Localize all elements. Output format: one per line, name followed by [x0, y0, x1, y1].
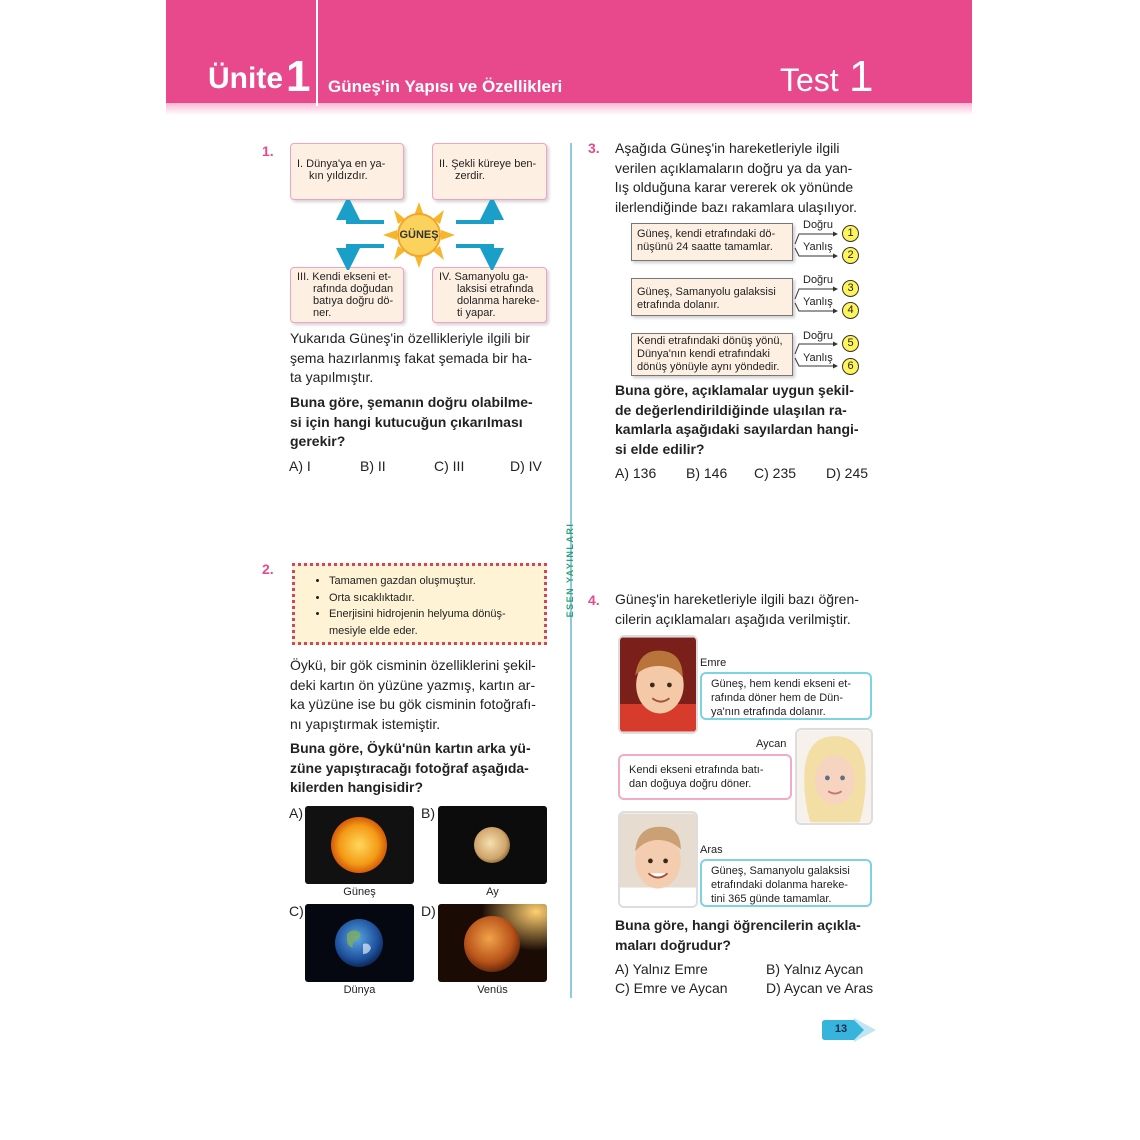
q1-box-3 [290, 267, 404, 323]
q2-card-item: • Enerjisini hidrojenin helyuma dönüş- [329, 606, 534, 623]
q2-option-b-label[interactable]: B) [421, 805, 435, 821]
q2-option-d-label[interactable]: D) [421, 903, 436, 919]
q2-question-line: kilerden hangisidir? [290, 779, 424, 795]
q1-box-1-line: I. Dünya'ya en ya- [297, 158, 386, 170]
q1-option-c[interactable]: C) III [434, 458, 465, 474]
q3-statement-line: Güneş, kendi etrafındaki dö- [637, 228, 776, 240]
q4-question-line: Buna göre, hangi öğrencilerin açıkla- [615, 917, 861, 933]
q3-circle-5: 5 [842, 335, 859, 352]
q1-box-3-line: ner. [313, 307, 332, 319]
q3-circle-4: 4 [842, 302, 859, 319]
student-emre-bubble [700, 672, 872, 720]
q3-statement-1 [631, 223, 793, 261]
q4-para-line: Güneş'in hareketleriyle ilgili bazı öğren- [615, 591, 859, 607]
q3-statement-line: Güneş, Samanyolu galaksisi [637, 286, 776, 298]
q3-true-label-2: Doğru [803, 274, 833, 286]
q3-true-label-1: Doğru [803, 219, 833, 231]
q3-question-line: kamlarla aşağıdaki sayılardan hangi- [615, 421, 859, 437]
q2-card-item: mesiyle elde eder. [329, 624, 418, 637]
q2-option-d-caption: Venüs [477, 984, 508, 996]
publisher-vertical: ESEN YAYINLARI [565, 522, 575, 618]
bubble-line: Güneş, Samanyolu galaksisi [711, 865, 850, 877]
q2-question [290, 739, 551, 798]
q2-para-line: ka yüzüne ise bu gök cisminin fotoğrafı- [290, 696, 536, 712]
bubble-line: ya'nın etrafında dolanır. [711, 706, 826, 718]
q3-option-b[interactable]: B) 146 [686, 465, 728, 481]
q3-statement-line: nüşünü 24 saatte tamamlar. [637, 241, 773, 253]
q3-false-label-2: Yanlış [803, 296, 833, 308]
q3-para-line: ilerlendiğinde bazı rakamlara ulaşılıyor. [615, 198, 858, 215]
arrow-down-left [348, 246, 382, 260]
q2-para-line: deki kartın ön yüzüne yazmış, kartın ar- [290, 676, 536, 693]
q1-box-4-line: ti yapar. [457, 307, 496, 319]
q4-option-d[interactable]: D) Aycan ve Aras [766, 980, 874, 996]
q1-question-line: gerekir? [290, 433, 346, 449]
q1-box-2-line: II. Şekli küreye ben- [439, 158, 537, 170]
q2-para-line: nı yapıştırmak istemiştir. [290, 715, 441, 732]
q4-option-b[interactable]: B) Yalnız Aycan [766, 961, 864, 977]
q2-card [292, 563, 547, 645]
test-label: Test [780, 62, 839, 98]
q2-number: 2. [262, 561, 274, 577]
q1-question-line: Buna göre, şemanın doğru olabilme- [290, 394, 533, 410]
q4-question [615, 916, 877, 955]
q1-box-4 [432, 267, 547, 323]
q1-paragraph [290, 329, 551, 388]
q3-statement-2 [631, 278, 793, 316]
q3-option-d[interactable]: D) 245 [826, 465, 869, 481]
q2-option-a-label[interactable]: A) [289, 805, 303, 821]
bubble-line: Güneş, hem kendi ekseni et- [711, 678, 852, 690]
student-aras-bubble [700, 859, 872, 907]
q1-box-1-line: kın yıldızdır. [309, 170, 368, 182]
q1-para-line: ta yapılmıştır. [290, 369, 374, 385]
bubble-line: tini 365 günde tamamlar. [711, 893, 832, 905]
q3-option-a[interactable]: A) 136 [615, 465, 657, 481]
q1-option-d[interactable]: D) IV [510, 458, 542, 474]
q2-paragraph [290, 656, 551, 734]
q3-question-line: de değerlendirildiğinde ulaşılan ra- [615, 401, 847, 418]
q3-statement-line: Kendi etrafındaki dönüş yönü, [637, 335, 783, 347]
schema-arrows [336, 200, 506, 270]
q1-question [290, 393, 551, 452]
q3-circle-3: 3 [842, 280, 859, 297]
bubble-line: etrafındaki dolanma hareke- [711, 879, 848, 891]
q1-box-3-line: III. Kendi ekseni et- [297, 271, 392, 283]
q1-box-1 [290, 143, 404, 200]
unit-title: Güneş'in Yapısı ve Özellikleri [328, 77, 563, 96]
student-aycan-name: Aycan [756, 738, 787, 750]
q3-question-line: Buna göre, açıklamalar uygun şekil- [615, 382, 854, 398]
q3-circle-1: 1 [842, 225, 859, 242]
arrow-up-right [458, 208, 492, 222]
q2-option-a-caption: Güneş [343, 886, 376, 898]
q1-question-line: si için hangi kutucuğun çıkarılması [290, 413, 523, 430]
q2-option-c-earth-photo[interactable] [305, 904, 414, 982]
q3-false-label-1: Yanlış [803, 241, 833, 253]
header-underline [166, 103, 972, 115]
q2-question-line: Buna göre, Öykü'nün kartın arka yü- [290, 740, 531, 756]
q1-para-line: şema hazırlanmış fakat şemada bir ha- [290, 349, 532, 366]
test-number: 1 [849, 52, 874, 101]
q1-box-4-line: dolanma hareke- [457, 295, 540, 307]
q1-number: 1. [262, 143, 274, 159]
sun-label: GÜNEŞ [399, 229, 439, 241]
q3-option-c[interactable]: C) 235 [754, 465, 797, 481]
student-emre-photo [618, 635, 698, 734]
q4-option-c[interactable]: C) Emre ve Aycan [615, 980, 728, 996]
q2-question-line: züne yapıştıracağı fotoğraf aşağıda- [290, 759, 529, 776]
q3-statement-line: Dünya'nın kendi etrafındaki [637, 348, 770, 360]
q1-box-3-line: batıya doğru dö- [313, 295, 394, 307]
q1-box-2 [432, 143, 547, 200]
q3-false-label-3: Yanlış [803, 352, 833, 364]
q4-para-line: cilerin açıklamaları aşağıda verilmiştir. [615, 610, 851, 627]
q2-option-b-caption: Ay [486, 886, 499, 898]
q3-true-label-3: Doğru [803, 330, 833, 342]
q4-number: 4. [588, 592, 600, 608]
q3-statement-3 [631, 333, 793, 376]
q2-option-c-caption: Dünya [343, 984, 376, 996]
student-aycan-bubble [618, 754, 792, 800]
q3-statement-line: etrafında dolanır. [637, 299, 720, 311]
q1-option-a[interactable]: A) I [289, 458, 311, 474]
q1-box-2-line: zerdir. [455, 170, 485, 182]
unit-number: 1 [286, 52, 311, 101]
unit-label: Ünite [208, 62, 283, 95]
q4-question-line: maları doğrudur? [615, 936, 731, 953]
header-divider [316, 0, 318, 106]
q3-circle-2: 2 [842, 247, 859, 264]
q2-card-item: • Orta sıcaklıktadır. [329, 590, 534, 607]
q3-statement-line: dönüş yönüyle aynı yöndedir. [637, 361, 780, 373]
q2-option-c-label[interactable]: C) [289, 903, 304, 919]
arrow-up-left [348, 208, 382, 222]
student-emre-name: Emre [700, 657, 727, 669]
bubble-line: rafında döner hem de Dün- [711, 692, 844, 704]
q2-card-item: • Tamamen gazdan oluşmuştur. [329, 573, 534, 590]
q3-question [615, 381, 877, 459]
page-number: 13 [834, 1023, 848, 1035]
q1-box-4-line: IV. Samanyolu ga- [439, 271, 529, 283]
q3-paragraph [615, 139, 877, 217]
arrow-down-right [458, 246, 492, 260]
student-aras-photo [618, 811, 698, 908]
bubble-line: Kendi ekseni etrafında batı- [629, 764, 764, 776]
q3-question-line: si elde edilir? [615, 440, 705, 457]
q1-box-3-line: rafında doğudan [313, 283, 394, 295]
q1-box-4-line: laksisi etrafında [457, 283, 534, 295]
q1-para-line: Yukarıda Güneş'in özellikleriyle ilgili bir [290, 330, 531, 346]
q3-circle-6: 6 [842, 358, 859, 375]
q1-option-b[interactable]: B) II [360, 458, 386, 474]
q2-option-d-venus-photo[interactable] [438, 904, 547, 982]
q3-para-line: verilen açıklamaların doğru ya da yan- [615, 159, 853, 176]
q2-option-a-sun-photo[interactable] [305, 806, 414, 884]
q3-para-line: lış olduğuna karar vererek ok yönünde [615, 179, 854, 195]
bubble-line: dan doğuya doğru döner. [629, 778, 752, 790]
q3-para-line: Aşağıda Güneş'in hareketleriyle ilgili [615, 140, 840, 156]
q2-option-b-moon-photo[interactable] [438, 806, 547, 884]
student-aycan-photo [795, 728, 873, 825]
q3-number: 3. [588, 140, 600, 156]
q4-paragraph [615, 590, 877, 629]
q2-para-line: Öykü, bir gök cisminin özelliklerini şekil- [290, 657, 536, 673]
q4-option-a[interactable]: A) Yalnız Emre [615, 961, 708, 977]
student-aras-name: Aras [700, 844, 723, 856]
